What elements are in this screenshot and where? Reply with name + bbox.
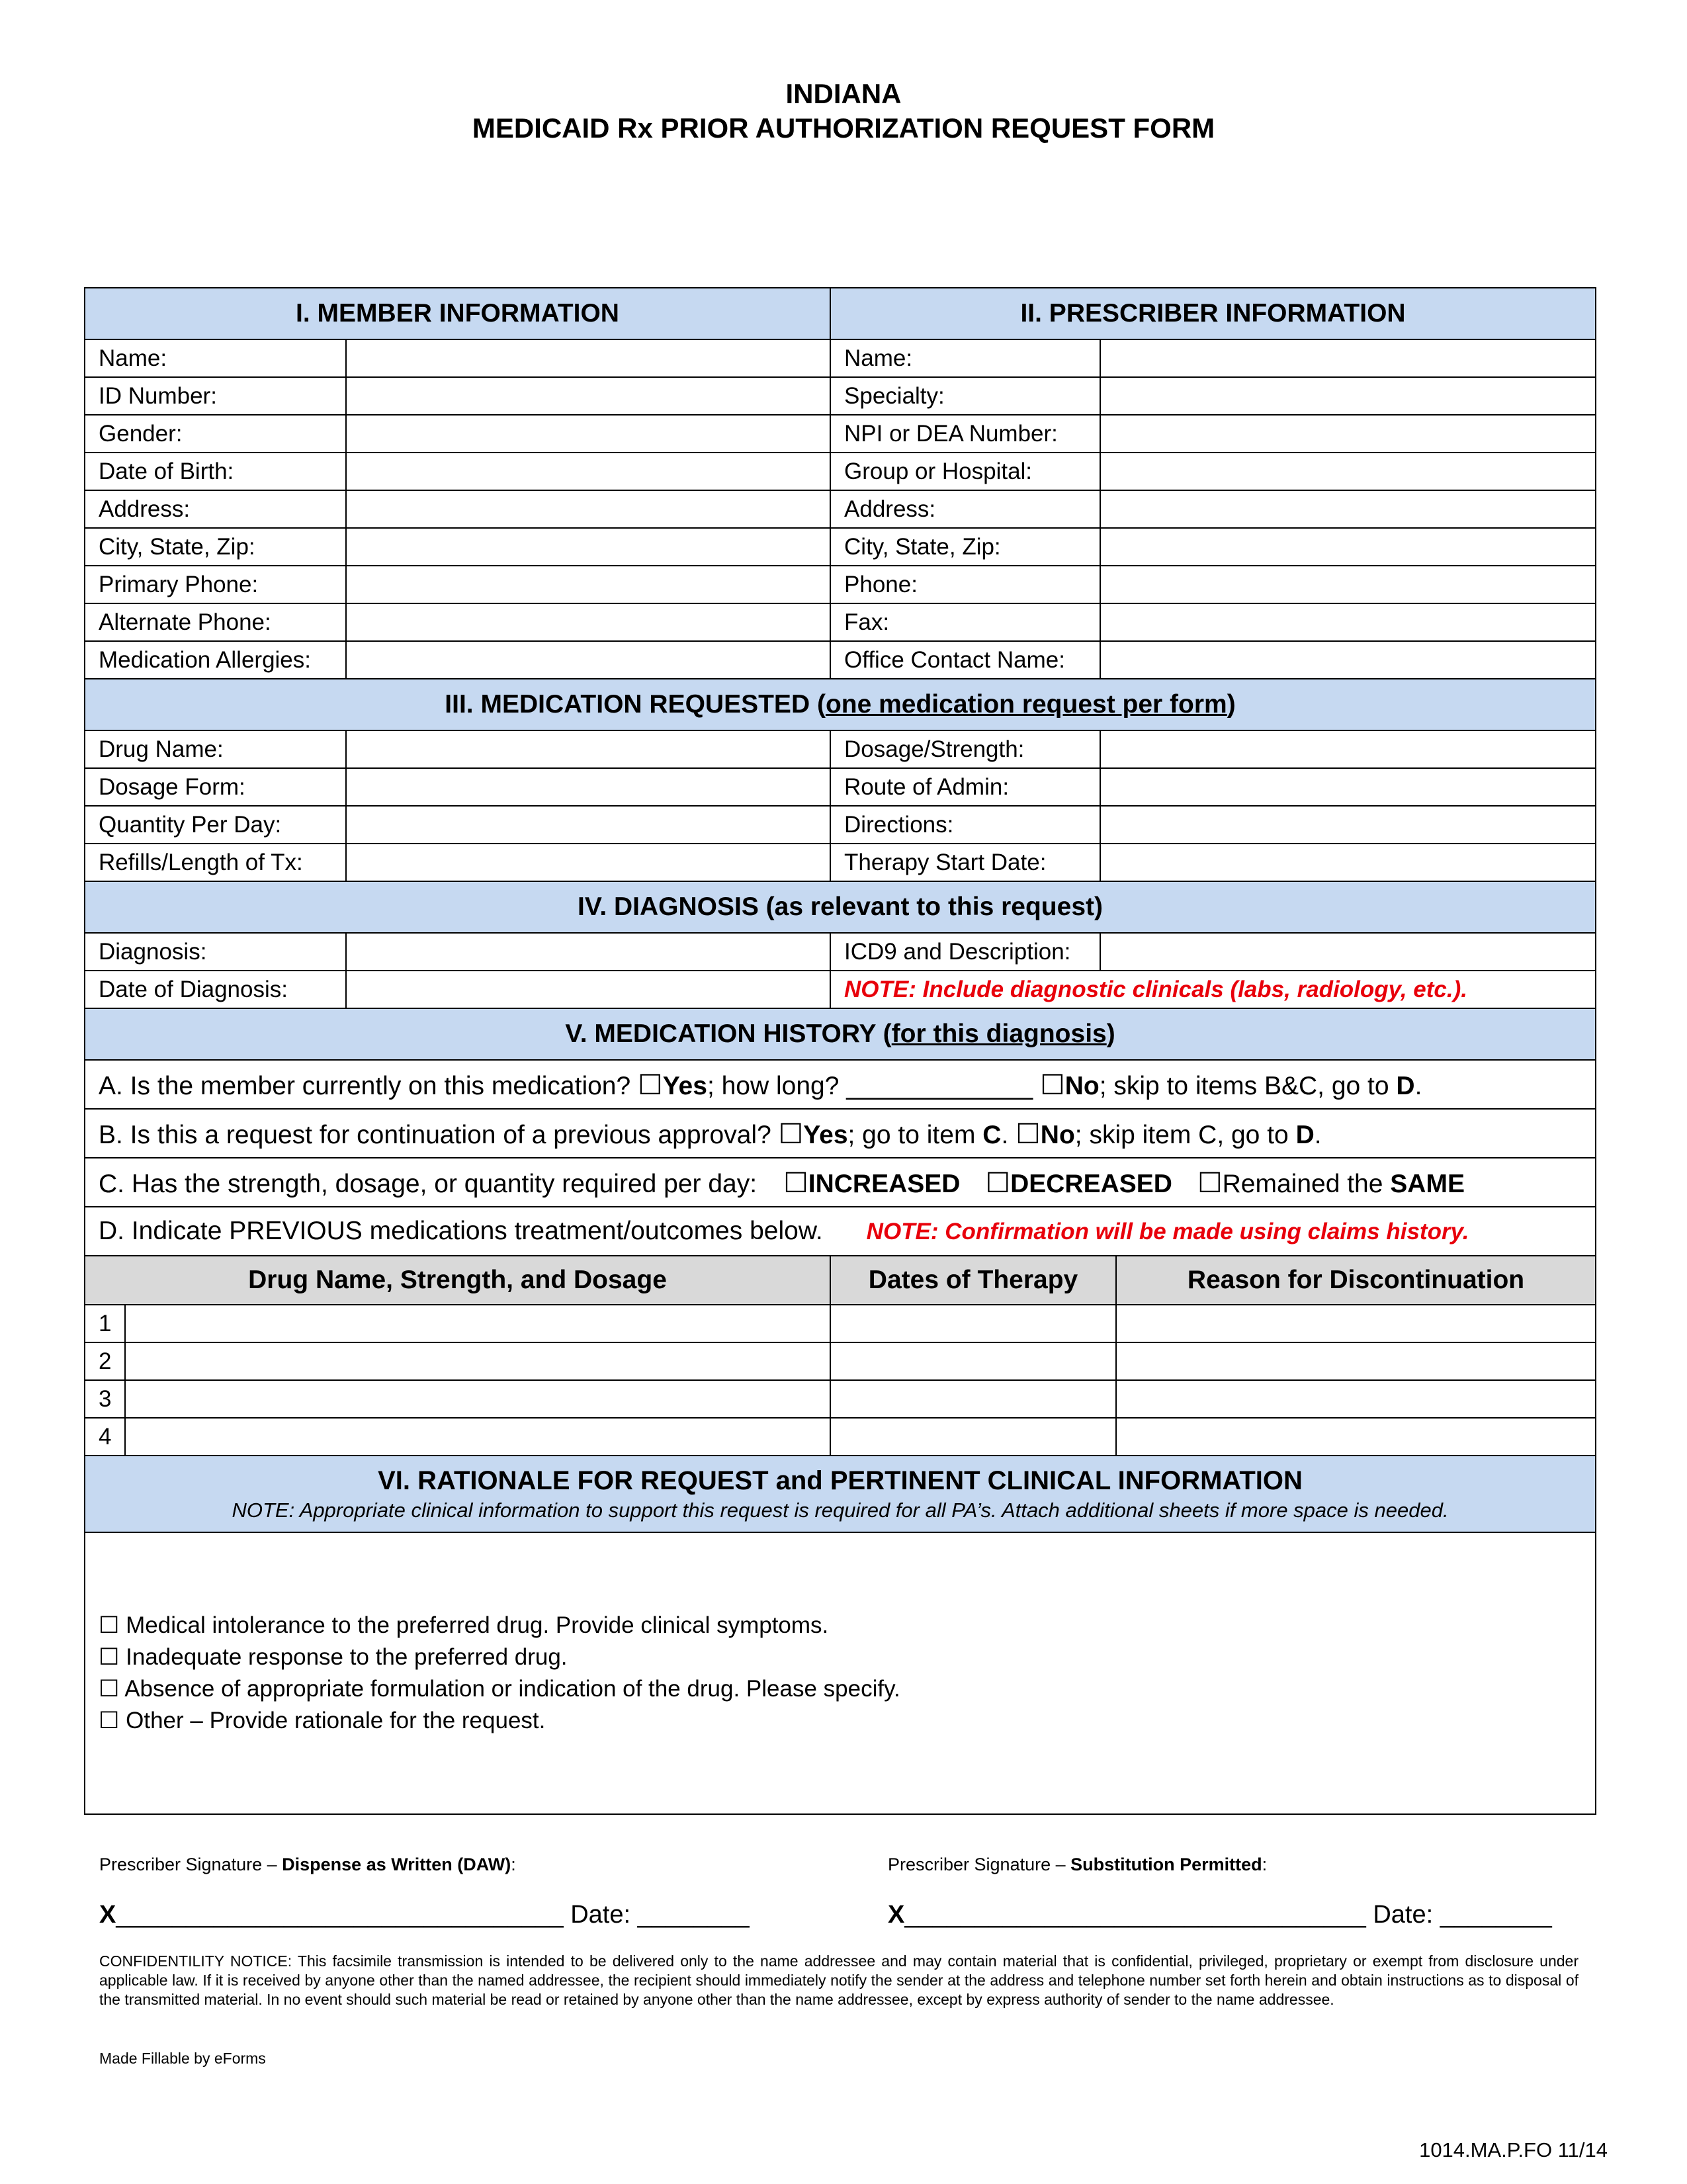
member-field-label: Date of Birth: xyxy=(85,453,346,490)
reason-input[interactable] xyxy=(1116,1418,1596,1456)
rationale-option: ☐ Other – Provide rationale for the request. xyxy=(99,1708,546,1733)
rationale-body[interactable] xyxy=(85,1532,1596,1814)
member-field-label: Alternate Phone: xyxy=(85,603,346,641)
dates-of-therapy-column-header: Dates of Therapy xyxy=(830,1256,1116,1305)
prescriber-field-label: Office Contact Name: xyxy=(830,641,1100,679)
claims-history-note: NOTE: Confirmation will be made using claims history. xyxy=(866,1219,1469,1245)
prescriber-fax-input[interactable] xyxy=(1100,603,1596,641)
rationale-note: NOTE: Appropriate clinical information to support this request is required for all PA’s. Attach additional sheets if more space is needed. xyxy=(232,1498,1449,1522)
medication-field-label: Dosage Form: xyxy=(85,768,346,806)
prescriber-group-input[interactable] xyxy=(1100,453,1596,490)
icd9-label: ICD9 and Description: xyxy=(830,933,1100,971)
member-city-input[interactable] xyxy=(346,528,830,566)
prescriber-name-input[interactable] xyxy=(1100,339,1596,377)
member-field-label: Medication Allergies: xyxy=(85,641,346,679)
member-field-label: Name: xyxy=(85,339,346,377)
daw-signature-line[interactable]: X________________________________ Date: ________ xyxy=(99,1901,750,1929)
member-allergies-input[interactable] xyxy=(346,641,830,679)
previous-drug-input[interactable] xyxy=(125,1418,830,1456)
form-state-title: INDIANA xyxy=(785,78,902,109)
reason-input[interactable] xyxy=(1116,1342,1596,1380)
therapy-start-date-input[interactable] xyxy=(1100,844,1596,881)
made-fillable-note: Made Fillable by eForms xyxy=(99,2050,266,2067)
icd9-input[interactable] xyxy=(1100,933,1596,971)
prescriber-field-label: City, State, Zip: xyxy=(830,528,1100,566)
reason-input[interactable] xyxy=(1116,1380,1596,1418)
question-d: D. Indicate PREVIOUS medications treatment/outcomes below. NOTE: Confirmation will be made using claims history. xyxy=(85,1207,1596,1256)
medication-field-label: Route of Admin: xyxy=(830,768,1100,806)
dates-of-therapy-input[interactable] xyxy=(830,1305,1116,1342)
yes-checkbox[interactable]: ☐ xyxy=(638,1069,663,1100)
member-gender-input[interactable] xyxy=(346,415,830,453)
rationale-header xyxy=(85,1456,1596,1532)
prescriber-field-label: Address: xyxy=(830,490,1100,528)
rationale-option: ☐ Absence of appropriate formulation or indication of the drug. Please specify. xyxy=(99,1676,900,1702)
row-number: 4 xyxy=(85,1418,125,1456)
medication-requested-header: III. MEDICATION REQUESTED (one medication request per form) xyxy=(85,679,1596,730)
no-checkbox[interactable]: ☐ xyxy=(1040,1069,1065,1100)
directions-input[interactable] xyxy=(1100,806,1596,844)
member-address-input[interactable] xyxy=(346,490,830,528)
question-a: A. Is the member currently on this medication? ☐Yes; how long? _____________ ☐No; skip to items B&C, go to D. xyxy=(85,1060,1596,1109)
member-id-input[interactable] xyxy=(346,377,830,415)
decreased-checkbox[interactable]: ☐ xyxy=(985,1166,1011,1198)
refills-input[interactable] xyxy=(346,844,830,881)
intolerance-checkbox[interactable]: ☐ xyxy=(99,1612,120,1638)
route-of-admin-input[interactable] xyxy=(1100,768,1596,806)
row-number: 3 xyxy=(85,1380,125,1418)
reason-input[interactable] xyxy=(1116,1305,1596,1342)
member-primary-phone-input[interactable] xyxy=(346,566,830,603)
daw-signature-label: Prescriber Signature – Dispense as Written (DAW): xyxy=(99,1855,516,1874)
rationale-option: ☐ Inadequate response to the preferred drug. xyxy=(99,1644,568,1670)
rationale-title: VI. RATIONALE FOR REQUEST and PERTINENT CLINICAL INFORMATION xyxy=(378,1465,1303,1495)
member-info-header: I. MEMBER INFORMATION xyxy=(85,288,830,339)
medication-field-label: Therapy Start Date: xyxy=(830,844,1100,881)
prescriber-field-label: Fax: xyxy=(830,603,1100,641)
member-alt-phone-input[interactable] xyxy=(346,603,830,641)
prescriber-field-label: NPI or DEA Number: xyxy=(830,415,1100,453)
member-field-label: Address: xyxy=(85,490,346,528)
dosage-form-input[interactable] xyxy=(346,768,830,806)
inadequate-response-checkbox[interactable]: ☐ xyxy=(99,1644,120,1670)
confidentiality-notice: CONFIDENTILITY NOTICE: This facsimile transmission is intended to be delivered only to the name addressee and may contain material that is confidential, privileged, proprietary or exempt from disclosure under applicable law. If it is received by anyone other than the named addressee, the recipient should immediately notify the sender at the address and telephone number set forth herein and obtain instructions as to disposal of the transmitted material. In no event should such material be read or retained by anyone other than the name addressee, except by express authority of sender to the name addressee. xyxy=(99,1952,1579,2008)
yes-checkbox[interactable]: ☐ xyxy=(778,1117,804,1149)
question-c: C. Has the strength, dosage, or quantity required per day: ☐INCREASED ☐DECREASED ☐Remained the SAME xyxy=(85,1158,1596,1207)
diagnosis-input[interactable] xyxy=(346,933,830,971)
dates-of-therapy-input[interactable] xyxy=(830,1418,1116,1456)
prescriber-field-label: Group or Hospital: xyxy=(830,453,1100,490)
same-checkbox[interactable]: ☐ xyxy=(1197,1166,1223,1198)
diagnosis-header: IV. DIAGNOSIS (as relevant to this request) xyxy=(85,881,1596,933)
row-number: 2 xyxy=(85,1342,125,1380)
dosage-strength-input[interactable] xyxy=(1100,730,1596,768)
prescriber-phone-input[interactable] xyxy=(1100,566,1596,603)
previous-drug-input[interactable] xyxy=(125,1380,830,1418)
dates-of-therapy-input[interactable] xyxy=(830,1380,1116,1418)
increased-checkbox[interactable]: ☐ xyxy=(783,1166,808,1198)
prescriber-field-label: Specialty: xyxy=(830,377,1100,415)
other-checkbox[interactable]: ☐ xyxy=(99,1708,120,1733)
prescriber-city-input[interactable] xyxy=(1100,528,1596,566)
substitution-signature-label: Prescriber Signature – Substitution Permitted: xyxy=(888,1855,1268,1874)
prescriber-field-label: Phone: xyxy=(830,566,1100,603)
medication-field-label: Refills/Length of Tx: xyxy=(85,844,346,881)
medication-history-header: V. MEDICATION HISTORY (for this diagnosis) xyxy=(85,1008,1596,1060)
member-field-label: Gender: xyxy=(85,415,346,453)
prescriber-specialty-input[interactable] xyxy=(1100,377,1596,415)
drug-name-input[interactable] xyxy=(346,730,830,768)
member-field-label: City, State, Zip: xyxy=(85,528,346,566)
absence-formulation-checkbox[interactable]: ☐ xyxy=(99,1676,120,1702)
form-code: 1014.MA.P.FO 11/14 xyxy=(1419,2138,1608,2162)
form-title: MEDICAID Rx PRIOR AUTHORIZATION REQUEST FORM xyxy=(472,112,1215,144)
no-checkbox[interactable]: ☐ xyxy=(1016,1117,1041,1149)
medication-field-label: Quantity Per Day: xyxy=(85,806,346,844)
prescriber-npi-input[interactable] xyxy=(1100,415,1596,453)
reason-column-header: Reason for Discontinuation xyxy=(1116,1256,1596,1305)
member-field-label: ID Number: xyxy=(85,377,346,415)
prior-authorization-form xyxy=(84,287,1596,1815)
prescriber-info-header: II. PRESCRIBER INFORMATION xyxy=(830,288,1596,339)
previous-drug-input[interactable] xyxy=(125,1305,830,1342)
row-number: 1 xyxy=(85,1305,125,1342)
member-name-input[interactable] xyxy=(346,339,830,377)
question-b: B. Is this a request for continuation of a previous approval? ☐Yes; go to item C. ☐No; skip item C, go to D. xyxy=(85,1109,1596,1158)
substitution-signature-line[interactable]: X_________________________________ Date: ________ xyxy=(888,1901,1552,1929)
medication-field-label: Directions: xyxy=(830,806,1100,844)
quantity-per-day-input[interactable] xyxy=(346,806,830,844)
previous-drug-input[interactable] xyxy=(125,1342,830,1380)
rationale-option: ☐ Medical intolerance to the preferred drug. Provide clinical symptoms. xyxy=(99,1612,829,1638)
diagnosis-note: NOTE: Include diagnostic clinicals (labs, radiology, etc.). xyxy=(830,971,1596,1008)
prescriber-field-label: Name: xyxy=(830,339,1100,377)
date-of-diagnosis-label: Date of Diagnosis: xyxy=(85,971,346,1008)
medication-field-label: Drug Name: xyxy=(85,730,346,768)
member-dob-input[interactable] xyxy=(346,453,830,490)
dates-of-therapy-input[interactable] xyxy=(830,1342,1116,1380)
prescriber-contact-input[interactable] xyxy=(1100,641,1596,679)
date-of-diagnosis-input[interactable] xyxy=(346,971,830,1008)
prescriber-address-input[interactable] xyxy=(1100,490,1596,528)
drug-name-column-header: Drug Name, Strength, and Dosage xyxy=(85,1256,830,1305)
diagnosis-label: Diagnosis: xyxy=(85,933,346,971)
member-field-label: Primary Phone: xyxy=(85,566,346,603)
medication-field-label: Dosage/Strength: xyxy=(830,730,1100,768)
